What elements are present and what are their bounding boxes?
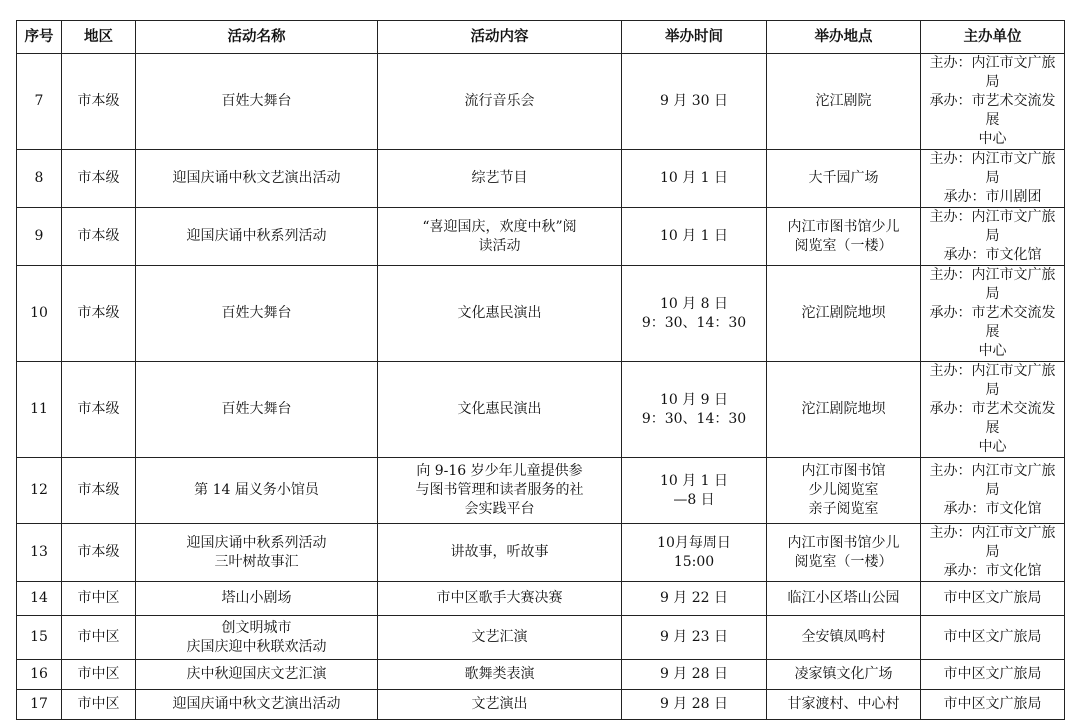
cell-region: 市中区	[62, 616, 136, 660]
cell-organizer: 主办：内江市文广旅局 承办：市艺术交流发展 中心	[921, 54, 1065, 150]
cell-activity-content: 文化惠民演出	[378, 362, 622, 458]
cell-no: 11	[17, 362, 62, 458]
cell-organizer: 主办：内江市文广旅局 承办：市文化馆	[921, 208, 1065, 266]
cell-place: 内江市图书馆少儿 阅览室（一楼）	[767, 208, 921, 266]
cell-time: 9 月 28 日	[622, 660, 767, 690]
cell-place: 凌家镇文化广场	[767, 660, 921, 690]
cell-no: 8	[17, 150, 62, 208]
table-row	[17, 582, 1065, 616]
cell-region: 市本级	[62, 150, 136, 208]
cell-place: 全安镇凤鸣村	[767, 616, 921, 660]
cell-organizer: 市中区文广旅局	[921, 582, 1065, 616]
cell-activity-name: 创文明城市 庆国庆迎中秋联欢活动	[136, 616, 378, 660]
table-row	[17, 660, 1065, 690]
cell-region: 市本级	[62, 524, 136, 582]
cell-activity-content: 讲故事，听故事	[378, 524, 622, 582]
activity-table	[16, 20, 1065, 720]
table-header-row	[17, 21, 1065, 54]
cell-region: 市中区	[62, 660, 136, 690]
cell-organizer: 主办：内江市文广旅局 承办：市艺术交流发展 中心	[921, 362, 1065, 458]
table-row	[17, 524, 1065, 582]
table-row	[17, 458, 1065, 524]
cell-organizer: 市中区文广旅局	[921, 690, 1065, 720]
cell-activity-name: 百姓大舞台	[136, 54, 378, 150]
cell-region: 市中区	[62, 690, 136, 720]
table-row	[17, 266, 1065, 362]
cell-no: 17	[17, 690, 62, 720]
cell-no: 13	[17, 524, 62, 582]
cell-place: 内江市图书馆 少儿阅览室 亲子阅览室	[767, 458, 921, 524]
cell-time: 9 月 28 日	[622, 690, 767, 720]
cell-time: 10 月 8 日 9：30、14：30	[622, 266, 767, 362]
cell-activity-name: 百姓大舞台	[136, 266, 378, 362]
cell-organizer: 主办：内江市文广旅局 承办：市川剧团	[921, 150, 1065, 208]
cell-no: 10	[17, 266, 62, 362]
cell-activity-content: 市中区歌手大赛决赛	[378, 582, 622, 616]
cell-time: 10 月 9 日 9：30、14：30	[622, 362, 767, 458]
cell-activity-content: 文艺汇演	[378, 616, 622, 660]
cell-organizer: 市中区文广旅局	[921, 660, 1065, 690]
cell-place: 内江市图书馆少儿 阅览室（一楼）	[767, 524, 921, 582]
cell-activity-name: 迎国庆诵中秋系列活动 三叶树故事汇	[136, 524, 378, 582]
cell-region: 市中区	[62, 582, 136, 616]
cell-organizer: 市中区文广旅局	[921, 616, 1065, 660]
cell-region: 市本级	[62, 362, 136, 458]
cell-activity-name: 迎国庆诵中秋系列活动	[136, 208, 378, 266]
cell-region: 市本级	[62, 458, 136, 524]
cell-organizer: 主办：内江市文广旅局 承办：市艺术交流发展 中心	[921, 266, 1065, 362]
cell-activity-name: 百姓大舞台	[136, 362, 378, 458]
cell-no: 16	[17, 660, 62, 690]
cell-activity-content: 流行音乐会	[378, 54, 622, 150]
header-no: 序号	[17, 21, 62, 54]
cell-activity-name: 迎国庆诵中秋文艺演出活动	[136, 690, 378, 720]
cell-no: 15	[17, 616, 62, 660]
table-row	[17, 616, 1065, 660]
cell-activity-content: 综艺节目	[378, 150, 622, 208]
table-row	[17, 54, 1065, 150]
cell-activity-content: 文艺演出	[378, 690, 622, 720]
cell-activity-name: 第 14 届义务小馆员	[136, 458, 378, 524]
cell-activity-content: “喜迎国庆，欢度中秋”阅 读活动	[378, 208, 622, 266]
table-row	[17, 362, 1065, 458]
cell-time: 9 月 23 日	[622, 616, 767, 660]
cell-time: 10 月 1 日	[622, 150, 767, 208]
cell-time: 10月每周日 15:00	[622, 524, 767, 582]
cell-activity-name: 塔山小剧场	[136, 582, 378, 616]
cell-time: 10 月 1 日 —8 日	[622, 458, 767, 524]
header-region: 地区	[62, 21, 136, 54]
cell-no: 12	[17, 458, 62, 524]
cell-region: 市本级	[62, 266, 136, 362]
cell-time: 9 月 30 日	[622, 54, 767, 150]
header-place: 举办地点	[767, 21, 921, 54]
cell-no: 7	[17, 54, 62, 150]
cell-region: 市本级	[62, 54, 136, 150]
cell-region: 市本级	[62, 208, 136, 266]
cell-organizer: 主办：内江市文广旅局 承办：市文化馆	[921, 524, 1065, 582]
cell-no: 14	[17, 582, 62, 616]
cell-activity-name: 迎国庆诵中秋文艺演出活动	[136, 150, 378, 208]
header-activity-name: 活动名称	[136, 21, 378, 54]
table-row	[17, 150, 1065, 208]
cell-time: 9 月 22 日	[622, 582, 767, 616]
cell-place: 沱江剧院地坝	[767, 266, 921, 362]
header-organizer: 主办单位	[921, 21, 1065, 54]
cell-activity-name: 庆中秋迎国庆文艺汇演	[136, 660, 378, 690]
table-row	[17, 208, 1065, 266]
cell-activity-content: 向 9-16 岁少年儿童提供参 与图书管理和读者服务的社 会实践平台	[378, 458, 622, 524]
cell-activity-content: 文化惠民演出	[378, 266, 622, 362]
cell-organizer: 主办：内江市文广旅局 承办：市文化馆	[921, 458, 1065, 524]
cell-time: 10 月 1 日	[622, 208, 767, 266]
cell-place: 沱江剧院地坝	[767, 362, 921, 458]
table-row	[17, 690, 1065, 720]
cell-no: 9	[17, 208, 62, 266]
cell-place: 临江小区塔山公园	[767, 582, 921, 616]
cell-activity-content: 歌舞类表演	[378, 660, 622, 690]
table-body	[17, 54, 1065, 720]
cell-place: 沱江剧院	[767, 54, 921, 150]
cell-place: 甘家渡村、中心村	[767, 690, 921, 720]
cell-place: 大千园广场	[767, 150, 921, 208]
header-activity-content: 活动内容	[378, 21, 622, 54]
header-time: 举办时间	[622, 21, 767, 54]
